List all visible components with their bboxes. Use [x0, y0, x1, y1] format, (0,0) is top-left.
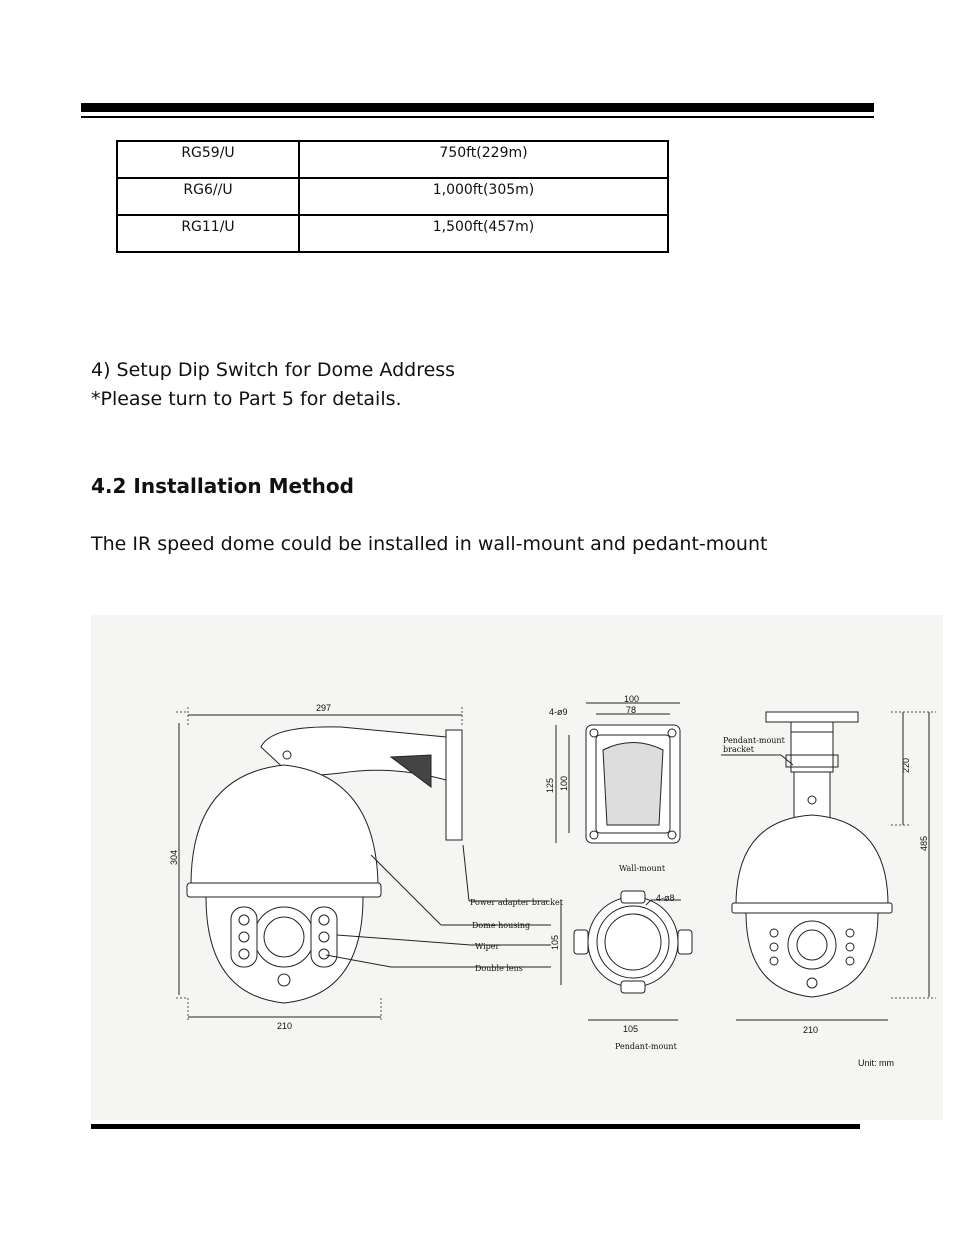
label-unit: Unit: mm [858, 1058, 894, 1068]
cable-type-cell: RG6//U [117, 178, 299, 215]
dim-wall-width: 297 [316, 703, 332, 713]
dim-pendant-total: 485 [919, 835, 929, 851]
cable-distance-table [116, 140, 669, 253]
cable-type-cell: RG59/U [117, 141, 299, 178]
header-rule-thin [81, 116, 874, 118]
dim-plate-outer-h: 125 [545, 777, 555, 793]
label-pendant-bracket-line2: bracket [723, 745, 754, 754]
label-power-adapter-bracket: Power adapter bracket [470, 898, 563, 907]
label-wiper: Wiper [475, 942, 500, 951]
dim-pendant-plate-w: 105 [623, 1024, 639, 1034]
dim-pendant-base: 210 [803, 1025, 819, 1035]
header-rule-thick [81, 103, 874, 112]
section-heading: 4.2 Installation Method [91, 474, 354, 498]
dim-plate-outer-w: 100 [624, 694, 640, 704]
wall-mount-dome-drawing [187, 727, 462, 1003]
installation-diagram [91, 615, 943, 1120]
label-wall-mount: Wall-mount [619, 864, 666, 873]
dim-pendant-top: 220 [901, 757, 911, 773]
distance-cell: 1,500ft(457m) [299, 215, 668, 252]
dim-pendant-plate-holes: 4-ø8 [656, 893, 675, 903]
footer-rule [91, 1124, 860, 1129]
dim-pendant-plate-h: 105 [550, 934, 560, 950]
label-double-lens: Double lens [475, 964, 523, 973]
table-row [117, 141, 668, 178]
dim-plate-inner-w: 78 [626, 705, 637, 715]
dim-wall-height: 304 [169, 849, 179, 865]
step4-title: 4) Setup Dip Switch for Dome Address [91, 359, 456, 381]
label-dome-housing: Dome housing [472, 921, 531, 930]
dim-plate-inner-h: 100 [559, 775, 569, 791]
step4-note: *Please turn to Part 5 for details. [91, 388, 402, 410]
label-pendant-bracket-line1: Pendant-mount [723, 736, 785, 745]
distance-cell: 1,000ft(305m) [299, 178, 668, 215]
distance-cell: 750ft(229m) [299, 141, 668, 178]
dim-plate-holes: 4-ø9 [549, 707, 568, 717]
wall-mount-plate-drawing [586, 725, 680, 843]
cable-type-cell: RG11/U [117, 215, 299, 252]
pendant-mount-plate-drawing [574, 891, 692, 993]
dim-wall-base: 210 [277, 1021, 293, 1031]
section-body: The IR speed dome could be installed in wall-mount and pedant-mount [91, 533, 768, 555]
label-pendant-mount: Pendant-mount [615, 1042, 677, 1051]
table-row [117, 215, 668, 252]
table-row [117, 178, 668, 215]
